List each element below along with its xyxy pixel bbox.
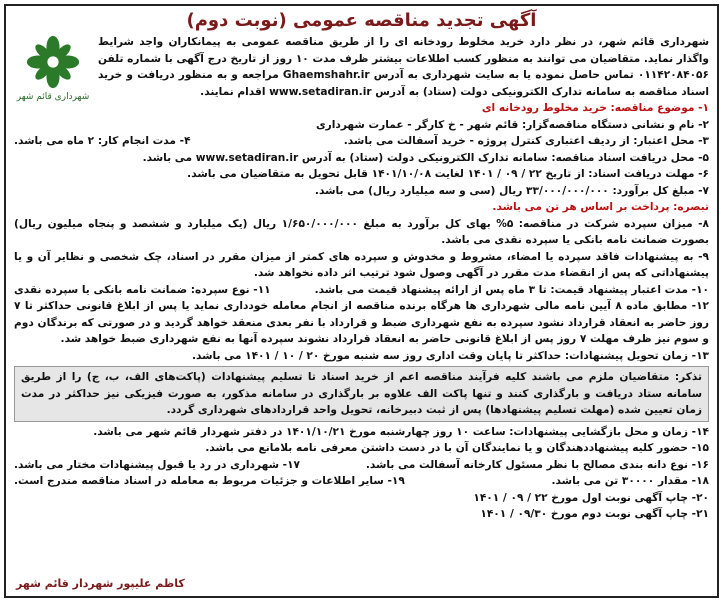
item-14: ۱۴- زمان و محل بازگشایی پیشنهادات: ساعت ۱۰ روز چهارشنبه مورخ ۱۴۰۱/۱۰/۲۱ در دفتر شهردار قائم شهر می باشد. — [93, 425, 709, 438]
item-9: ۹- به پیشنهادات فاقد سپرده یا امضاء، مشروط و مخدوش و سپرده های کمتر از میزان مقرر در اسناد، چک شخصی و نظایر آن و یا پیشنهاداتی که پس از انقضاء مدت مقرر در آگهی وصول شود ترتیب اثر داده نخواهد شد. — [14, 250, 709, 279]
item-12: ۱۲- مطابق ماده ۸ آیین نامه مالی شهرداری ها هرگاه برنده مناقصه از انجام معامله خودداری نماید یا پس از ابلاغ قانونی حداکثر تا ۷ روز حاضر به انعقاد قرارداد نشود سپرده به نفع شهرداری ضبط و قرارداد با نفر بعدی منعقد خواهد گردید و در صورتی که برندگان دوم و سوم نیز ظرف مهلت ۷ روز پس از ابلاغ قانونی حاضر به انعقاد قرارداد نشوند سپرده آنها به نفع شهرداری ضبط خواهد شد. — [14, 300, 709, 345]
item-21: ۲۱- چاپ آگهی نوبت دوم مورخ ۰۹/۳۰ / ۱۴۰۱ — [480, 508, 709, 520]
item-3: ۳- محل اعتبار: از ردیف اعتباری کنترل پروژه - خرید آسفالت می باشد. — [343, 135, 709, 147]
logo-caption: شهرداری قائم شهر — [16, 92, 90, 102]
items-2-row — [14, 117, 709, 134]
items-16-17-row — [14, 457, 709, 474]
items-10-11-row — [14, 282, 709, 299]
leaf-emblem-icon — [25, 34, 81, 90]
item-11: ۱۱- نوع سپرده: ضمانت نامه بانکی یا سپرده نقدی — [14, 283, 271, 296]
mayor-signature: کاظم علیپور شهردار قائم شهر — [16, 577, 185, 590]
item-17: ۱۷- شهرداری در رد یا قبول پیشنهادات مختار می باشد. — [14, 458, 301, 471]
item-19: ۱۹- سایر اطلاعات و جزئیات مربوط به معامله در اسناد مناقصه مندرج است. — [14, 475, 405, 487]
item-4: ۴- مدت انجام کار: ۲ ماه می باشد. — [14, 135, 191, 147]
item-10: ۱۰- مدت اعتبار پیشنهاد قیمت: تا ۳ ماه پس از ارائه پیشنهاد قیمت می باشد. — [314, 283, 709, 296]
items-3-4-row — [14, 133, 709, 150]
item-6: ۶- مهلت دریافت اسناد: از تاریخ ۲۲ / ۰۹ / ۱۴۰۱ لغایت ۱۴۰۱/۱۰/۰۸ قابل تحویل به متقاضیان می باشد. — [187, 168, 709, 180]
item-1: ۱- موضوع مناقصه: خرید مخلوط رودخانه ای — [481, 102, 709, 114]
item-2: ۲- نام و نشانی دستگاه مناقصه‌گزار: قائم شهر - خ کارگر - عمارت شهرداری — [315, 118, 709, 131]
item-15: ۱۵- حضور کلیه پیشنهاددهندگان و یا نمایندگان آن با در دست داشتن معرفی نامه بلامانع می باشد. — [205, 442, 709, 454]
notice-box: تذکر: متقاضیان ملزم می باشند کلیه فرآیند مناقصه اعم از خرید اسناد تا تسلیم پیشنهادات (پاکت‌های الف، ب، ج) را از طریق سامانه ستاد دریافت و بارگذاری کنند و تنها پاکت الف علاوه بر بارگذاری در سامانه مذکور، به صورت فیزیکی نیز حداکثر در مدت زمان تعیین شده (مهلت تسلیم پیشنهادها) پس از ثبت دبیرخانه، تحویل واحد قراردادهای شهرداری گردد. — [14, 366, 709, 422]
intro-section — [14, 34, 709, 100]
intro-text: شهرداری قائم شهر، در نظر دارد خرید مخلوط رودخانه ای را از طریق مناقصه عمومی به پیمانکاران واجد شرایط واگذار نماید. متقاضیان می توانند به منظور کسب اطلاعات بیشتر ظرف مدت ۱۰ روز از تاریخ درج آگهی با شماره تلفن ۰۱۱۴۲۰۸۴۰۵۶ تماس حاصل نموده یا به سایت شهرداری به آدرس Ghaemshahr.ir مراجعه و به منظور دریافت و خرید اسناد مناقصه به سامانه تدارک الکترونیکی دولت (ستاد) به آدرس www.setadiran.ir اقدام نمایند. — [98, 36, 709, 98]
page-title: آگهی تجدید مناقصه عمومی (نوبت دوم) — [186, 10, 537, 31]
item-8: ۸- میزان سپرده شرکت در مناقصه: ۵% بهای کل برآورد به مبلغ ۱/۶۵۰/۰۰۰/۰۰۰ ریال (یک میلیارد و ششصد و پنجاه میلیون ریال) بصورت ضمانت نامه بانکی یا سپرده نقدی می باشد. — [14, 217, 709, 246]
item-20: ۲۰- چاپ آگهی نوبت اول مورخ ۲۲ / ۰۹ / ۱۴۰۱ — [473, 491, 709, 504]
item-13: ۱۳- زمان تحویل پیشنهادات: حداکثر تا پایان وقت اداری روز سه شنبه مورخ ۲۰ / ۱۰ / ۱۴۰۱ می باشد. — [191, 349, 709, 362]
item-7: ۷- مبلغ کل برآورد: ۳۳/۰۰۰/۰۰۰/۰۰۰ ریال (سی و سه میلیارد ریال) می باشد. — [314, 184, 709, 197]
tender-notice — [4, 4, 719, 598]
items-18-19-row — [14, 473, 709, 490]
item-5: ۵- محل دریافت اسناد مناقصه: سامانه تدارک الکترونیکی دولت (ستاد) به آدرس www.setadiran.ir می باشد. — [142, 151, 709, 164]
municipality-logo — [14, 34, 92, 114]
item-16: ۱۶- نوع دانه بندی مصالح با نظر مسئول کارخانه آسفالت می باشد. — [365, 458, 709, 471]
item-18: ۱۸- مقدار ۳۰۰۰۰ تن می باشد. — [551, 475, 709, 487]
price-note: تبصره: پرداخت بر اساس هر تن می باشد. — [492, 201, 709, 213]
